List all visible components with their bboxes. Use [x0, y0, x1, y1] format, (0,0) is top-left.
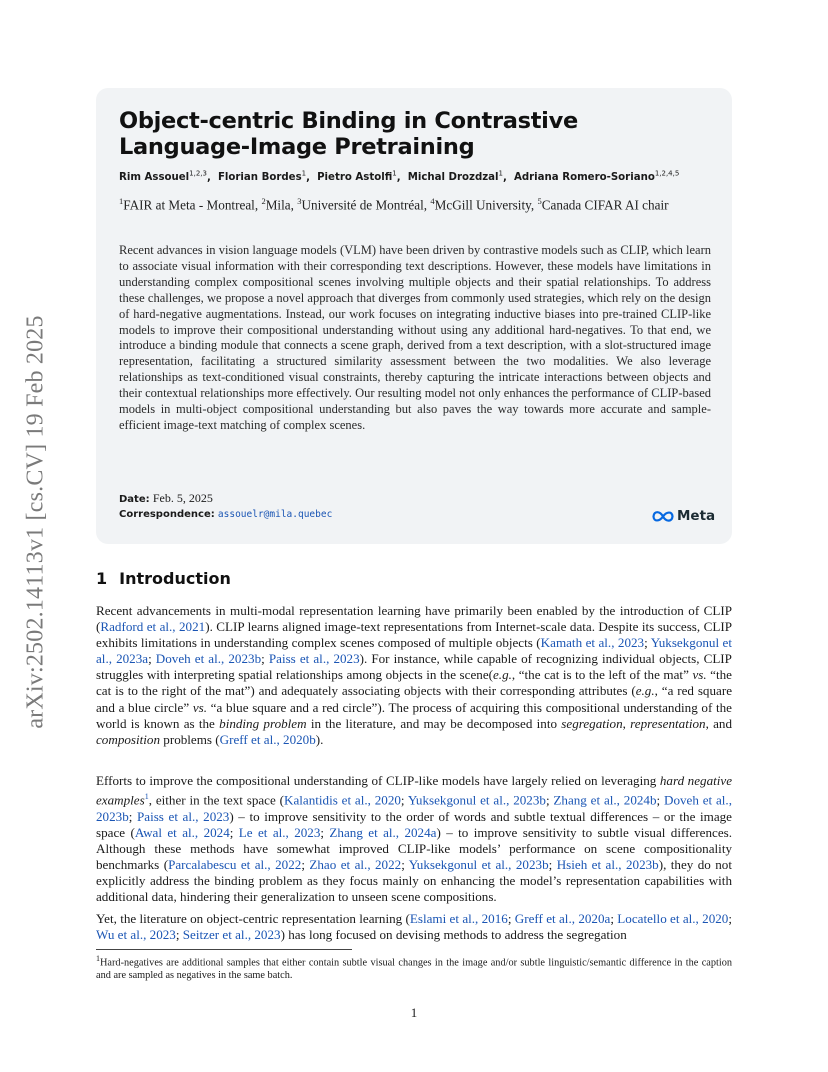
- citation-link[interactable]: Paiss et al., 2023: [136, 808, 230, 824]
- arxiv-stamp-text: arXiv:2502.14113v1 [cs.CV] 19 Feb 2025: [22, 315, 49, 729]
- citation-link[interactable]: Parcalabescu et al., 2022: [168, 856, 302, 872]
- text-run: “a blue square and a red circle”). The process of acquiring this compositional understanding of the world is known as the: [96, 699, 732, 731]
- text-run: “the cat is to the right of the mat”) and adequately associating objects with their corresponding attributes (: [96, 667, 732, 699]
- text-run: , and: [705, 715, 733, 731]
- emphasis: representation: [630, 715, 706, 731]
- correspondence-email[interactable]: assouelr@mila.quebec: [217, 509, 333, 520]
- date-line: Date: Feb. 5, 2025: [119, 491, 213, 505]
- text-run: ;: [610, 911, 618, 926]
- text-run: ) has long focused on devising methods to address the segregation: [280, 927, 627, 943]
- citation-link[interactable]: Locatello et al., 2020: [617, 911, 729, 926]
- citation-link[interactable]: Seitzer et al., 2023: [182, 927, 281, 943]
- text-run: Yet, the literature on object-centric representation learning (: [96, 911, 410, 926]
- author: Florian Bordes$^1$: [217, 170, 307, 184]
- text-run: ;: [545, 792, 554, 808]
- text-run: ;: [261, 651, 269, 667]
- paragraph: [96, 603, 732, 748]
- text-run: ). For instance, while capable of recognizing individual objects, CLIP struggles with interpreting spatial relationships among objects in the scene(: [96, 651, 732, 683]
- text-run: ;: [229, 824, 239, 840]
- citation-link[interactable]: Kalantidis et al., 2020: [284, 792, 401, 808]
- text-run: ;: [175, 927, 183, 943]
- citation-link[interactable]: Yuksekgonul et al., 2023b: [408, 856, 549, 872]
- author: Michal Drozdzal$^1$: [407, 170, 504, 184]
- text-run: ).: [315, 731, 324, 747]
- text-run: ;: [548, 856, 557, 872]
- text-run: ,: [622, 715, 631, 731]
- author: Adriana Romero-Soriano$^{1,2,4,5}$: [513, 170, 680, 184]
- text-run: ;: [400, 792, 408, 808]
- text-run: Recent advancements in multi-modal representation learning have primarily been enabled by the introduction of CLIP (: [96, 603, 732, 635]
- paper-title: Object-centric Binding in Contrastive Language-Image Pretraining: [119, 108, 578, 160]
- text-run: problems (: [160, 731, 220, 747]
- citation-link[interactable]: Zhang et al., 2024b: [553, 792, 657, 808]
- text-run: , “a red square and a blue circle”: [96, 683, 733, 715]
- text-run: ;: [401, 856, 409, 872]
- text-run: ;: [320, 824, 330, 840]
- citation-link[interactable]: Zhang et al., 2024a: [329, 824, 437, 840]
- meta-logo: [652, 508, 715, 524]
- emphasis: segregation: [561, 715, 623, 731]
- citation-link[interactable]: Zhao et al., 2022: [309, 856, 402, 872]
- citation-link[interactable]: Paiss et al., 2023: [268, 651, 360, 667]
- citation-link[interactable]: Yuksekgonul et al., 2023a: [96, 635, 732, 667]
- arxiv-stamp: [0, 0, 72, 1072]
- text-run: ;: [128, 808, 137, 824]
- text-run: Efforts to improve the compositional understanding of CLIP-like models have largely relied on leveraging: [96, 773, 660, 788]
- text-run: ;: [301, 856, 310, 872]
- citation-link[interactable]: Greff et al., 2020b: [219, 731, 316, 747]
- text-run: ). CLIP learns aligned image-text representations from Internet-scale data. Despite its success, CLIP exhibits limitations in understanding complex scenes composed of multiple objects (: [96, 619, 732, 651]
- abstract: Recent advances in vision language models (VLM) have been driven by contrastive models such as CLIP, which learn to associate visual information with their corresponding text descriptions. However, these models have limitations in understanding complex compositional scenes involving multiple objects and their spatial relationships. To address these challenges, we propose a novel approach that diverges from commonly used strategies, which rely on the design of hard-negative augmentations. Instead, our work focuses on integrating inductive biases into pre-trained CLIP-like models to improve their compositional understanding without using any additional hard-negatives. To that end, we introduce a binding module that connects a scene graph, derived from a text description, with a slot-structured image representation, facilitating a structured similarity assessment between the two modalities. We also leverage relationships as text-conditioned visual constraints, thereby capturing the intricate interactions between objects and their contextual relationships more effectively. Our resulting model not only enhances the performance of CLIP-based models in multi-object compositional understanding but also paves the way towards more accurate and sample-efficient image-text matching of complex scenes.: [119, 243, 711, 432]
- citation-link[interactable]: Doveh et al., 2023b: [96, 792, 732, 824]
- citation-link[interactable]: Wu et al., 2023: [96, 927, 176, 943]
- citation-link[interactable]: Awal et al., 2024: [134, 824, 230, 840]
- footnote-marker[interactable]: 1: [144, 792, 149, 802]
- author: Pietro Astolfi$^1$: [317, 170, 397, 184]
- emphasis: composition: [96, 731, 161, 747]
- citation-link[interactable]: Doveh et al., 2023b: [155, 651, 262, 667]
- text-run: ;: [148, 651, 156, 667]
- text-run: ) – to improve sensitivity to subtle visual differences. Although these methods have somewhat improved CLIP-like models’ performance on scene compositionality benchmarks (: [96, 824, 733, 872]
- affiliations: $^1$FAIR at Meta - Montreal, $^2$Mila, $^3$Université de Montréal, $^4$McGill University, $^5$Canada CIFAR AI chair: [119, 196, 669, 213]
- meta-logo-text: Meta: [677, 508, 716, 524]
- emphasis: e.g.: [493, 667, 512, 683]
- paragraph: [96, 911, 732, 943]
- citation-link[interactable]: Yuksekgonul et al., 2023b: [407, 792, 546, 808]
- citation-link[interactable]: Greff et al., 2020a: [514, 911, 611, 926]
- citation-link[interactable]: Le et al., 2023: [238, 824, 321, 840]
- text-run: , either in the text space (: [148, 792, 284, 808]
- emphasis: e.g.: [635, 683, 655, 699]
- paragraph: [96, 773, 732, 905]
- text-run: ;: [644, 635, 651, 651]
- text-run: ) – to improve sensitivity to the order of words and subtle textual differences – or the image space (: [96, 808, 732, 840]
- page-number: 1: [410, 1005, 418, 1020]
- correspondence-line: Correspondence: assouelr@mila.quebec: [119, 509, 333, 520]
- text-run: , “the cat is to the left of the mat”: [511, 667, 693, 683]
- text-run: ), they do not explicitly address the binding problem as they focus mainly on enhancing the model’s representation capabilities with additional data, hindering their generalization to unseen scene compositions.: [96, 856, 732, 905]
- citation-link[interactable]: Radford et al., 2021: [100, 619, 206, 635]
- emphasis: vs.: [192, 699, 208, 715]
- section-heading-introduction: 1 Introduction: [96, 569, 231, 588]
- emphasis: binding problem: [219, 715, 307, 731]
- text-run: ;: [728, 911, 732, 926]
- footnote: $^1$Hard-negatives are additional samples that either contain subtle visual changes in the image and/or subtle linguistic/semantic difference in the caption and are sampled as negatives in the same batch.: [96, 954, 732, 982]
- author-list: Rim Assouel$^{1,2,3}$, Florian Bordes$^1$, Pietro Astolfi$^1$, Michal Drozdzal$^1$, Adriana Romero-Soriano$^{1,2,4,5}$: [119, 170, 680, 184]
- citation-link[interactable]: Kamath et al., 2023: [540, 635, 645, 651]
- emphasis: hard negative examples: [96, 773, 733, 808]
- footnote-rule: [96, 949, 352, 950]
- emphasis: vs.: [692, 667, 707, 683]
- meta-infinity-icon: [652, 510, 674, 523]
- citation-link[interactable]: Eslami et al., 2016: [409, 911, 508, 926]
- author: Rim Assouel$^{1,2,3}$: [119, 170, 207, 184]
- text-run: ;: [656, 792, 664, 808]
- citation-link[interactable]: Hsieh et al., 2023b: [556, 856, 659, 872]
- text-run: ;: [507, 911, 515, 926]
- text-run: in the literature, and may be decomposed into: [306, 715, 562, 731]
